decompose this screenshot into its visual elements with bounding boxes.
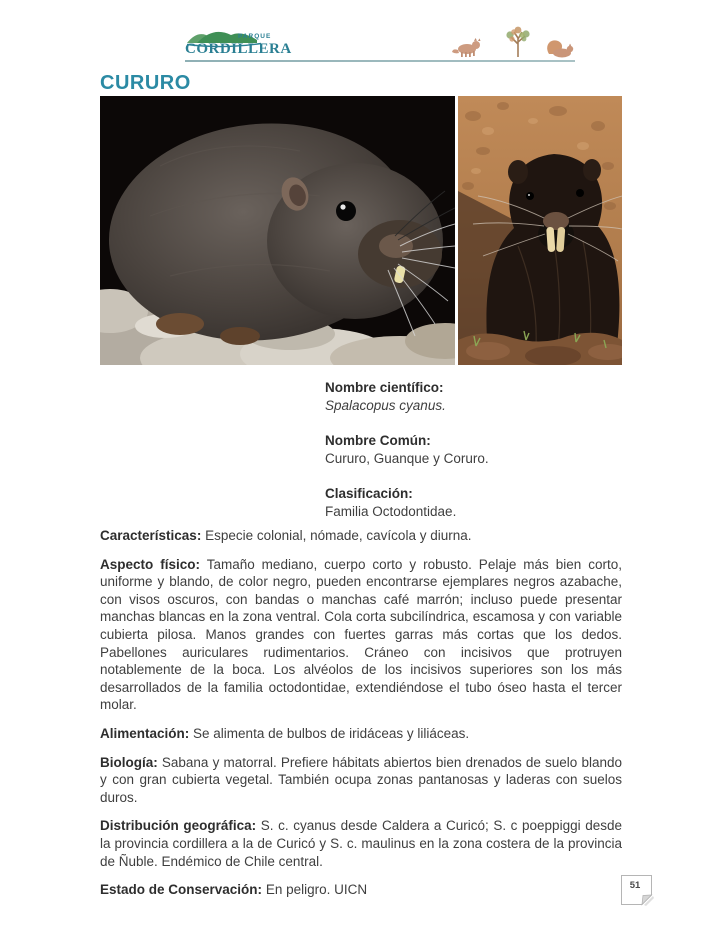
tree-icon [506, 27, 529, 57]
common-name-label: Nombre Común: [325, 433, 431, 448]
classification-label: Clasificación: [325, 486, 413, 501]
parque-cordillera-logo [185, 26, 295, 60]
alimentacion-label: Alimentación: [100, 725, 190, 741]
page-number: 51 [629, 880, 641, 891]
biologia-label: Biología: [100, 754, 158, 770]
page-number-badge [620, 874, 657, 907]
body-sections [100, 527, 622, 910]
conservacion-label: Estado de Conservación: [100, 882, 263, 898]
header-rule [185, 60, 575, 62]
caracteristicas-label: Características: [100, 528, 202, 543]
photo-cururo-front [458, 96, 622, 365]
caracteristicas-text: Especie colonial, nómade, cavícola y diurna. [205, 528, 472, 543]
section-distribucion [100, 817, 622, 870]
aspecto-fisico-label: Aspecto físico: [100, 556, 200, 572]
common-name-value: Cururo, Guanque y Coruro. [325, 450, 489, 466]
page-title: CURURO [100, 72, 191, 94]
aspecto-fisico-text: Tamaño mediano, cuerpo corto y robusto. Pelaje más bien corto, uniforme y blando, de color negro, pueden encontrarse ejemplares negros azabache, con visos oscuros, con bandas o manchas café marrón; incluso puede presentar manchas blancas en la zona ventral. Cola corta subcilíndrica, escamosa y con variable cubierta pilosa. Manos grandes con fuertes garras más cortas que los dedos. Pabellones auriculares rudimentarios. Cráneo con incisivos que protruyen notablemente de la boca. Los alvéolos de los incisivos superiores son los más desarrollados de la familia octodontidae, extendiéndose el tubo óseo hasta el tercer molar. [100, 556, 622, 713]
distribucion-label: Distribución geográfica: [100, 818, 257, 834]
section-alimentacion [100, 725, 622, 743]
section-conservacion [100, 881, 622, 899]
section-biologia [100, 754, 622, 807]
alimentacion-text: Se alimenta de bulbos de iridáceas y liliáceas. [193, 725, 470, 741]
distribucion-text: S. c. cyanus desde Caldera a Curicó; S. c poeppiggi desde la provincia cordillera a la de Curicó y S. c. maulinus en la zona costera de la provincia de Ñuble. Endémico de Chile central. [100, 818, 622, 869]
common-name-group [325, 432, 489, 467]
species-info [325, 379, 489, 538]
scientific-name-value: Spalacopus cyanus. [325, 397, 446, 413]
scientific-name-label: Nombre científico: [325, 380, 444, 395]
biologia-text: Sabana y matorral. Prefiere hábitats abiertos bien drenados de suelo blando y con gran cubierta vegetal. También ocupa zonas pantanosas y laderas con suelos duros. [100, 754, 622, 805]
conservacion-text: En peligro. UICN [265, 882, 368, 898]
section-caracteristicas [100, 527, 622, 545]
classification-value: Familia Octodontidae. [325, 503, 457, 519]
logo-name: CORDILLERA [185, 41, 292, 57]
photo-row [100, 96, 622, 365]
section-aspecto-fisico [100, 556, 622, 714]
scientific-name-group [325, 379, 489, 414]
header-illustrations [448, 26, 576, 60]
classification-group [325, 485, 489, 520]
photo-cururo-side [100, 96, 455, 365]
squirrel-icon [547, 40, 573, 57]
logo-park-label: PARQUE [238, 33, 272, 40]
fox-icon [452, 38, 481, 57]
